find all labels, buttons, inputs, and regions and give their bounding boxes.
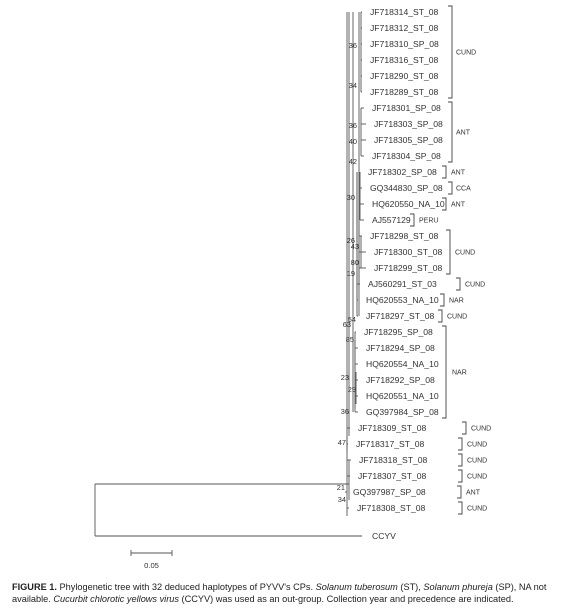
taxon-label: HQ620554_NA_10 — [366, 359, 439, 369]
scale-bar-label: 0.05 — [144, 561, 159, 570]
taxon-label: GQ397987_SP_08 — [353, 487, 426, 497]
taxon-label: JF718297_ST_08 — [366, 311, 435, 321]
bootstrap-value: 36 — [340, 407, 349, 416]
caption-text-3: (SP), NA not available. — [12, 582, 547, 604]
group-bracket — [458, 454, 462, 466]
taxon-label: JF718310_SP_08 — [370, 39, 439, 49]
bootstrap-value: 30 — [346, 193, 355, 202]
taxon-label: JF718317_ST_08 — [356, 439, 425, 449]
taxon-label: GQ344830_SP_08 — [370, 183, 443, 193]
bootstrap-value: 23 — [340, 373, 349, 382]
group-bracket — [458, 470, 462, 482]
taxon-label: JF718307_ST_08 — [358, 471, 427, 481]
tree-branches — [95, 12, 366, 536]
group-bracket — [457, 486, 461, 498]
group-label: CUND — [465, 281, 486, 289]
bootstrap-value: 36 — [348, 41, 357, 50]
group-label: PERU — [419, 217, 439, 225]
group-label: NAR — [449, 297, 464, 305]
taxon-label: JF718302_SP_08 — [368, 167, 437, 177]
group-label: CUND — [467, 457, 488, 465]
caption-text-2: (ST), — [397, 582, 424, 592]
caption-text-1: Phylogenetic tree with 32 deduced haplotypes of PYVV's CPs. — [56, 582, 316, 592]
group-bracket — [462, 422, 466, 434]
group-label: CUND — [467, 505, 488, 513]
bootstrap-value: 42 — [348, 157, 357, 166]
taxon-label: JF718301_SP_08 — [372, 103, 441, 113]
taxon-label: JF718292_SP_08 — [366, 375, 435, 385]
taxon-label: HQ620550_NA_10 — [372, 199, 445, 209]
group-bracket — [458, 502, 462, 514]
group-bracket — [456, 278, 460, 290]
group-label: ANT — [456, 129, 470, 137]
group-bracket — [458, 438, 462, 450]
group-label: CUND — [471, 425, 492, 433]
taxon-label: JF718303_SP_08 — [374, 119, 443, 129]
bootstrap-value: 40 — [348, 137, 357, 146]
bootstrap-value: 29 — [347, 385, 356, 394]
group-label: CUND — [447, 313, 468, 321]
bootstrap-value: 21 — [336, 483, 345, 492]
bootstrap-value: 63 — [342, 320, 351, 329]
taxon-label: JF718299_ST_08 — [374, 263, 443, 273]
taxon-label: HQ620553_NA_10 — [366, 295, 439, 305]
bootstrap-value: 54 — [347, 315, 356, 324]
group-label: ANT — [451, 201, 465, 209]
group-label: ANT — [451, 169, 465, 177]
taxon-label: CCYV — [372, 531, 396, 541]
group-bracket — [438, 310, 442, 322]
taxon-label: JF718318_ST_08 — [359, 455, 428, 465]
taxon-label: JF718314_ST_08 — [370, 7, 439, 17]
taxon-label: AJ560291_ST_03 — [368, 279, 437, 289]
group-label: CUND — [456, 49, 477, 57]
taxon-label: JF718309_ST_08 — [358, 423, 427, 433]
bootstrap-value: 47 — [337, 438, 346, 447]
bootstrap-value: 34 — [337, 495, 346, 504]
taxon-label: JF718290_ST_08 — [370, 71, 439, 81]
taxon-label: JF718298_ST_08 — [370, 231, 439, 241]
taxon-label: JF718308_ST_08 — [357, 503, 426, 513]
taxon-label: JF718294_SP_08 — [366, 343, 435, 353]
taxon-label: JF718289_ST_08 — [370, 87, 439, 97]
bootstrap-value: 34 — [348, 81, 357, 90]
bootstrap-value: 43 — [350, 242, 359, 251]
taxon-label: AJ557129 — [372, 215, 411, 225]
group-bracket — [446, 230, 450, 274]
bootstrap-value: 19 — [346, 269, 355, 278]
taxon-label: JF718305_SP_08 — [374, 135, 443, 145]
group-label: NAR — [452, 369, 467, 377]
caption-species-2: Solanum phureja — [423, 582, 493, 592]
bootstrap-value: 80 — [350, 258, 359, 267]
group-label: CUND — [467, 473, 488, 481]
caption-species-1: Solanum tuberosum — [315, 582, 398, 592]
group-bracket — [440, 294, 444, 306]
bootstrap-values — [337, 41, 359, 504]
group-brackets — [410, 6, 491, 514]
group-bracket — [442, 326, 446, 418]
group-bracket — [442, 166, 446, 178]
taxon-label: JF718295_SP_08 — [364, 327, 433, 337]
group-bracket — [448, 102, 452, 162]
caption-lead: FIGURE 1. — [12, 582, 57, 592]
figure-caption — [12, 581, 572, 605]
bootstrap-value: 85 — [345, 335, 354, 344]
bootstrap-value: 36 — [348, 121, 357, 130]
caption-text-4: (CCYV) was used as an out-group. Collection year and precedence are indicated. — [178, 594, 514, 604]
group-label: CUND — [467, 441, 488, 449]
caption-outgroup-species: Cucurbit chlorotic yellows virus — [53, 594, 179, 604]
taxon-label: JF718300_ST_08 — [374, 247, 443, 257]
group-label: ANT — [466, 489, 480, 497]
group-label: CUND — [455, 249, 476, 257]
taxon-label: JF718304_SP_08 — [372, 151, 441, 161]
taxon-label: HQ620551_NA_10 — [366, 391, 439, 401]
group-bracket — [448, 182, 452, 194]
bootstrap-value: 26 — [346, 236, 355, 245]
scale-bar — [131, 550, 172, 570]
group-bracket — [448, 6, 452, 98]
taxon-label: GQ397984_SP_08 — [366, 407, 439, 417]
taxon-label: JF718316_ST_08 — [370, 55, 439, 65]
group-label: CCA — [456, 185, 471, 193]
taxon-label: JF718312_ST_08 — [370, 23, 439, 33]
